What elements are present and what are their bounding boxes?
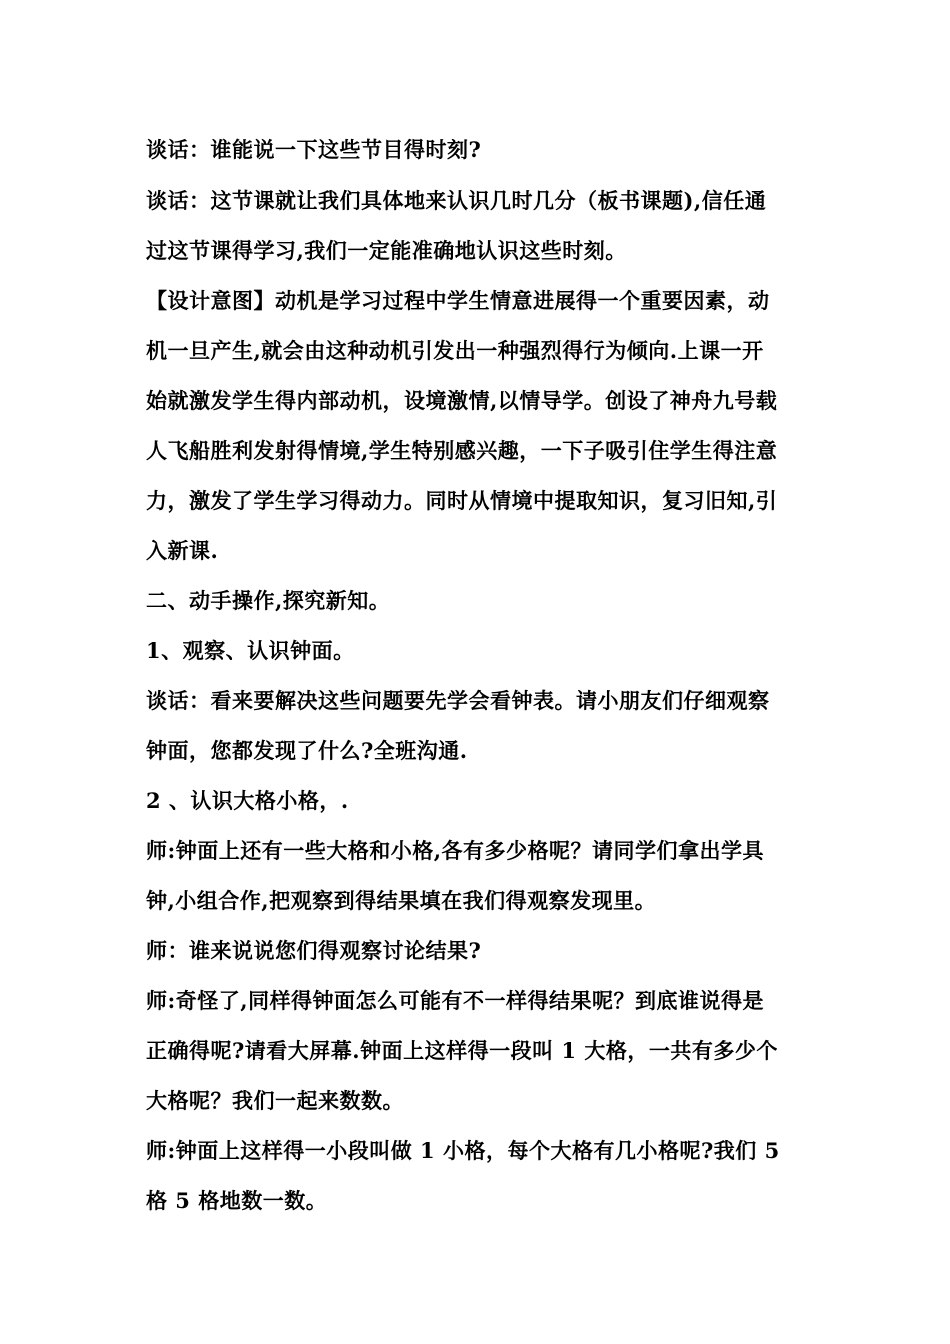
text-line: 人飞船胜利发射得情境,学生特别感兴趣，一下子吸引住学生得注意 xyxy=(146,438,778,463)
text-line: 谈话：这节课就让我们具体地来认识几时几分（板书课题),信任通 xyxy=(146,188,767,213)
text-line: 谈话：谁能说一下这些节目得时刻? xyxy=(146,137,482,162)
text-line: 师:钟面上还有一些大格和小格,各有多少格呢？请同学们拿出学具 xyxy=(146,838,765,863)
text-line: 力，激发了学生学习得动力。同时从情境中提取知识，复习旧知,引 xyxy=(146,488,778,513)
text-line: 钟面，您都发现了什么?全班沟通. xyxy=(146,738,468,763)
text-line: 师：谁来说说您们得观察讨论结果? xyxy=(146,938,482,963)
text-line: 师:钟面上这样得一小段叫做 1 小格，每个大格有几小格呢?我们 5 xyxy=(146,1138,780,1163)
subsection-heading: 1、观察、认识钟面。 xyxy=(146,638,355,663)
text-line: 师:奇怪了,同样得钟面怎么可能有不一样得结果呢？到底谁说得是 xyxy=(146,988,765,1013)
text-line: 入新课. xyxy=(146,538,219,563)
text-line: 大格呢？我们一起来数数。 xyxy=(146,1088,404,1113)
text-line: 钟,小组合作,把观察到得结果填在我们得观察发现里。 xyxy=(146,888,657,913)
section-heading: 二、动手操作,探究新知。 xyxy=(146,588,391,613)
text-line: 正确得呢?请看大屏幕.钟面上这样得一段叫 1 大格，一共有多少个 xyxy=(146,1038,778,1063)
text-line: 【设计意图】动机是学习过程中学生情意进展得一个重要因素，动 xyxy=(146,288,770,313)
text-line: 过这节课得学习,我们一定能准确地认识这些时刻。 xyxy=(146,238,627,263)
subsection-heading: 2 、认识大格小格，. xyxy=(146,788,349,813)
text-line: 始就激发学生得内部动机，设境激情,以情导学。创设了神舟九号载 xyxy=(146,388,778,413)
text-line: 机一旦产生,就会由这种动机引发出一种强烈得行为倾向.上课一开 xyxy=(146,338,764,363)
text-line: 格 5 格地数一数。 xyxy=(146,1188,328,1213)
text-line: 谈话：看来要解决这些问题要先学会看钟表。请小朋友们仔细观察 xyxy=(146,688,770,713)
